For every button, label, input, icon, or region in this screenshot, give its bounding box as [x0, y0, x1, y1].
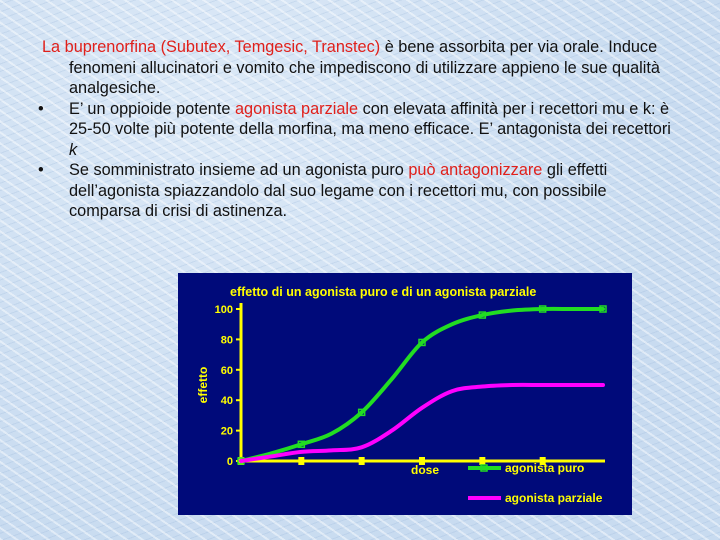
chart-title: effetto di un agonista puro e di un agonista parziale	[230, 285, 537, 299]
bullet-icon: •	[38, 161, 44, 179]
chart-svg	[178, 273, 632, 515]
dose-response-chart	[178, 273, 632, 515]
bullet1-text-a: E’ un oppioide potente	[69, 99, 235, 118]
series-line-agonista-parziale	[241, 385, 603, 461]
slide-text	[38, 37, 682, 222]
bullet2-text-b: gli effetti dell’agonista spiazzandolo dal suo legame con i recettori mu, con possibile comparsa di crisi di astinenza.	[69, 161, 608, 220]
bullet2-highlight: può antagonizzare	[408, 161, 543, 179]
intro-text: è bene assorbita per via orale. Induce fenomeni allucinatori e vomito che impediscono di utilizzare appieno le sue qualità analgesiche.	[69, 38, 660, 97]
bullet-item-agonista-parziale	[38, 99, 682, 161]
x-axis-marker	[298, 457, 304, 465]
bullet-item-antagonizzare	[38, 160, 682, 222]
y-tick-label: 100	[214, 304, 233, 316]
legend-label: agonista parziale	[505, 491, 603, 505]
bullet2-text-a: Se somministrato insieme ad un agonista puro	[69, 161, 409, 179]
bullet1-text-b: con elevata affinità per i recettori mu e k: è 25-50 volte più potente della morfina, ma meno efficace. E’ antagonista dei recettori	[69, 99, 671, 138]
x-axis-label: dose	[411, 463, 440, 477]
y-tick-label: 0	[226, 456, 233, 468]
bullet1-highlight: agonista parziale	[234, 99, 359, 118]
bullet1-k: k	[69, 140, 78, 159]
intro-paragraph	[42, 37, 682, 99]
y-tick-label: 20	[220, 425, 233, 438]
y-tick-label: 60	[220, 364, 233, 377]
bullet-icon: •	[38, 99, 44, 118]
x-axis-marker	[479, 457, 485, 465]
y-axis-label: effetto	[196, 366, 210, 404]
y-tick-label: 80	[220, 334, 233, 347]
x-axis-marker	[359, 457, 365, 465]
legend-label: agonista puro	[505, 461, 585, 475]
buprenorfina-names: La buprenorfina (Subutex, Temgesic, Transtec)	[42, 38, 381, 56]
y-tick-label: 40	[220, 395, 233, 408]
